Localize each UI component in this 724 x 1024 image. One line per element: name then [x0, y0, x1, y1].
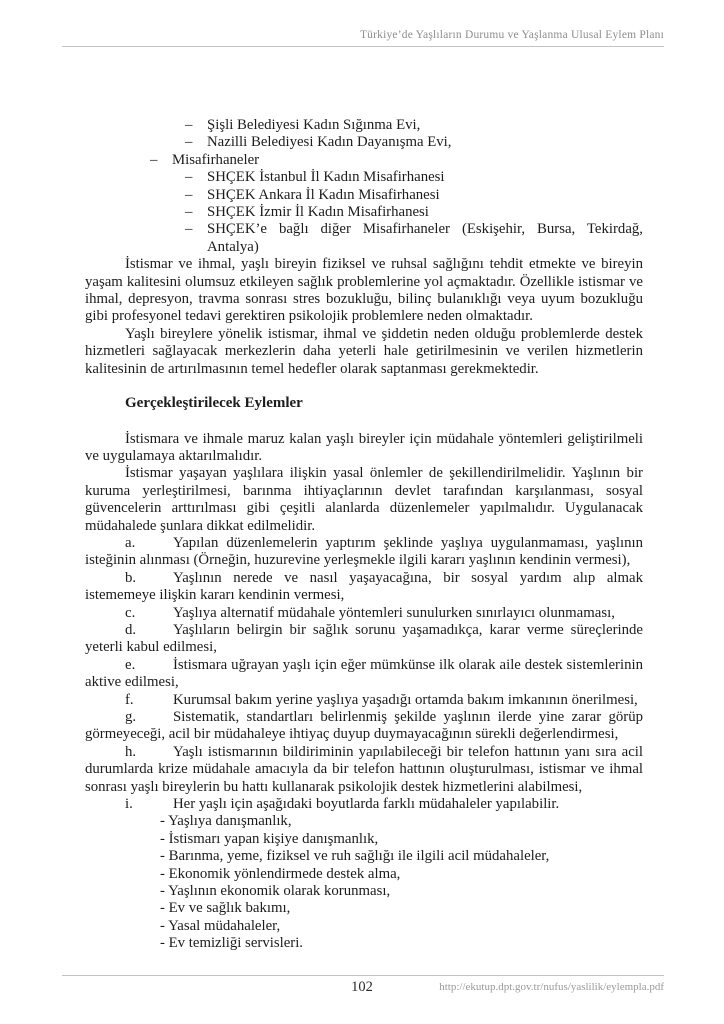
action-item-h: [85, 744, 643, 796]
dash-bullet: –: [185, 221, 193, 238]
intervention-item: - İstismarı yapan kişiye danışmanlık,: [160, 830, 379, 847]
facility-list-item: [85, 169, 643, 186]
item-marker: g.: [125, 709, 137, 725]
item-marker: a.: [125, 534, 136, 551]
dash-bullet: –: [150, 151, 158, 168]
item-marker: i.: [125, 796, 133, 813]
paragraph-legal-measures: İstismar yaşayan yaşlılara ilişkin yasal önlemler de şekillendirilmelidir. Yaşlının bir kuruma yerleştirilmesi, barınma ihtiyaçlarının devlet tarafından karşılanması, sosyal güvencelerin arttırılması gibi çeşitli alanlarda düzenlemeler yapılmalıdır. Uygulanacak müdahalede şunlara dikkat edilmelidir.: [85, 465, 643, 534]
action-item-text: Sistematik, standartları belirlenmiş şekilde yaşlının ilerde yine zarar görüp görmeyeceği, acil bir müdahaleye ihtiyaç duyup duymayacağının sürekli değerlendirmesi,: [85, 709, 643, 743]
intervention-item: - Yaşlının ekonomik olarak korunması,: [160, 883, 391, 900]
facility-list-item: [85, 152, 643, 169]
item-marker: d.: [125, 621, 137, 638]
facility-label: SHÇEK Ankara İl Kadın Misafirhanesi: [207, 186, 440, 203]
facility-label: Nazilli Belediyesi Kadın Dayanışma Evi,: [207, 134, 452, 151]
facility-label: Misafirhaneler: [172, 151, 260, 168]
facility-list-item: [85, 221, 643, 256]
action-item-f: [85, 692, 643, 709]
intervention-item: - Ekonomik yönlendirmede destek alma,: [160, 865, 401, 882]
action-item-text: Yaşlı istismarının bildiriminin yapılabileceği bir telefon hattının yanı sıra acil durumlarda krize müdahale amacıyla da bir telefon hattının oluşturulması, istismar ve ihmal sonrası yaşlı bireylerin bu hattı kullanarak psikolojik destek hizmetlerini alabilmesi,: [85, 743, 643, 795]
header-rule: [62, 46, 664, 47]
action-item-i: [85, 796, 643, 813]
item-marker: b.: [125, 569, 137, 586]
paragraph-abuse-health: İstismar ve ihmal, yaşlı bireyin fiziksel ve ruhsal sağlığını tehdit etmekte ve bireyin yaşam kalitesini olumsuz etkileyen sağlık problemlerine yol açmaktadır. Özellikle istismar ve ihmal, depresyon, travma sonrası stres bozukluğu, bilinç bulanıklığı veya uyum bozukluğu gibi profesyonel tedavi gerektiren psikolojik problemlere neden olmaktadır.: [85, 256, 643, 325]
facility-label: SHÇEK’e bağlı diğer Misafirhaneler (Eskişehir, Bursa, Tekirdağ, Antalya): [207, 221, 643, 255]
action-item-text: Yaşlıların belirgin bir sağlık sorunu yaşamadıkça, karar verme süreçlerinde yeterli kabul edilmesi,: [85, 621, 643, 656]
action-item-g: [85, 709, 643, 744]
facility-list-item: [85, 204, 643, 221]
dash-bullet: –: [185, 134, 193, 151]
action-item-b: [85, 570, 643, 605]
facility-list-item: [85, 117, 643, 134]
intervention-item: - Barınma, yeme, fiziksel ve ruh sağlığı ile ilgili acil müdahaleler,: [160, 848, 550, 865]
intervention-item: - Yasal müdahaleler,: [160, 917, 281, 934]
facility-list-item: [85, 134, 643, 151]
action-item-d: [85, 622, 643, 657]
running-header: Türkiye’de Yaşlıların Durumu ve Yaşlanma Ulusal Eylem Planı: [359, 29, 664, 41]
dash-bullet: –: [185, 117, 193, 133]
section-heading: Gerçekleştirilecek Eylemler: [125, 395, 303, 412]
page-number: 102: [351, 979, 373, 995]
facility-label: SHÇEK İstanbul İl Kadın Misafirhanesi: [207, 169, 445, 186]
action-item-c: [85, 605, 643, 622]
item-marker: f.: [125, 691, 134, 708]
dash-bullet: –: [185, 186, 193, 203]
intervention-item: - Ev ve sağlık bakımı,: [160, 900, 291, 917]
action-item-text: Yaşlıya alternatif müdahale yöntemleri sunulurken sınırlayıcı olunmaması,: [173, 604, 615, 621]
item-marker: c.: [125, 604, 136, 621]
dash-bullet: –: [185, 169, 193, 186]
action-item-text: Yapılan düzenlemelerin yaptırım şeklinde yaşlıya uygulanmaması, yaşlının isteğinin alınması (Örneğin, huzurevine yerleşmekle ilgili kararı yaşlının kendinin vermesi),: [85, 534, 643, 569]
intervention-item: - Ev temizliği servisleri.: [160, 935, 303, 952]
action-item-a: [85, 535, 643, 570]
paragraph-intervention-methods: İstismara ve ihmale maruz kalan yaşlı bireyler için müdahale yöntemleri geliştirilmeli ve uygulamaya aktarılmalıdır.: [85, 430, 643, 464]
paragraph-support-centers: Yaşlı bireylere yönelik istismar, ihmal ve şiddetin neden olduğu problemlerde destek hizmetleri sağlayacak merkezlerin daha yeterli hale getirilmesinin ve verilen hizmetlerin kalitesinin de artırılmasının temel hedefler olarak saptanması gerekmektedir.: [85, 325, 643, 377]
action-item-text: Kurumsal bakım yerine yaşlıya yaşadığı ortamda bakım imkanının önerilmesi,: [173, 691, 638, 708]
page-body: [85, 117, 643, 953]
action-item-text: Her yaşlı için aşağıdaki boyutlarda farklı müdahaleler yapılabilir.: [173, 796, 560, 813]
facility-label: Şişli Belediyesi Kadın Sığınma Evi,: [207, 117, 421, 133]
footer-rule: [62, 975, 664, 976]
item-marker: e.: [125, 656, 136, 673]
facility-list-item: [85, 187, 643, 204]
action-item-e: [85, 657, 643, 692]
action-item-text: Yaşlının nerede ve nasıl yaşayacağına, bir sosyal yardım alıp almak istememeye ilişkin kararı kendinin vermesi,: [85, 569, 643, 604]
dash-bullet: –: [185, 204, 193, 221]
footer-url[interactable]: http://ekutup.dpt.gov.tr/nufus/yaslilik/eylempla.pdf: [439, 981, 664, 993]
facility-label: SHÇEK İzmir İl Kadın Misafirhanesi: [207, 204, 429, 221]
intervention-item: - Yaşlıya danışmanlık,: [160, 813, 292, 830]
action-item-text: İstismara uğrayan yaşlı için eğer mümkünse ilk olarak aile destek sistemlerinin aktive edilmesi,: [85, 656, 643, 691]
item-marker: h.: [125, 743, 137, 760]
